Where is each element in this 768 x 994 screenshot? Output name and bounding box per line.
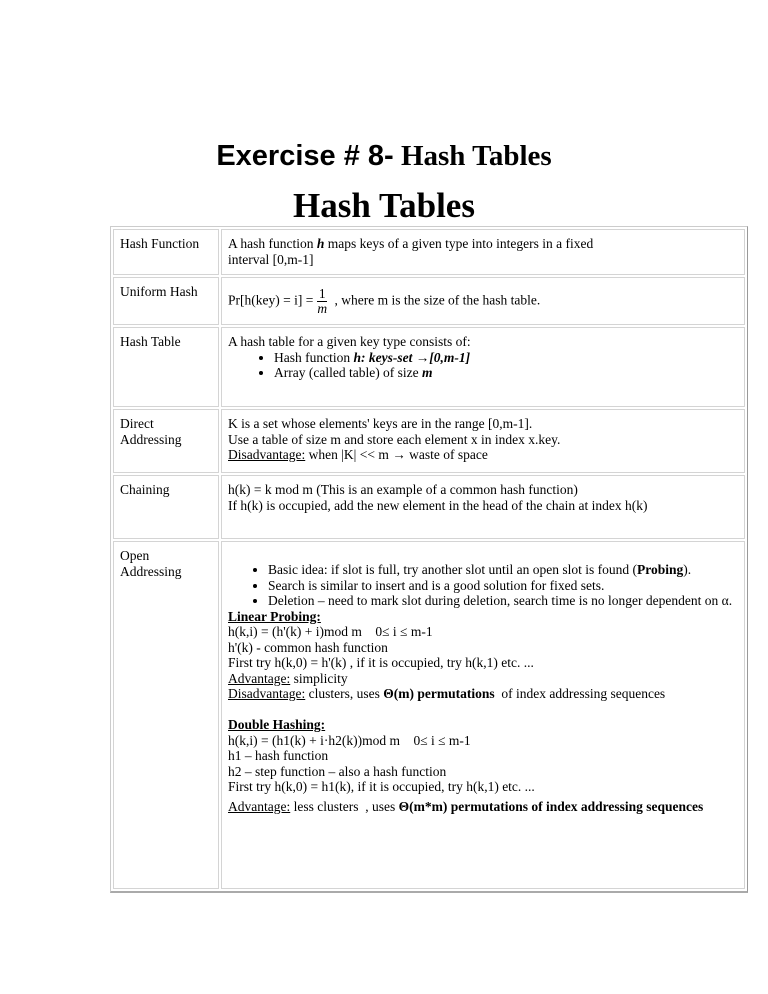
- table-row: [113, 229, 745, 275]
- table-row: [113, 409, 745, 473]
- definitions-table: [110, 226, 748, 893]
- definition: A hash function h maps keys of a given type into integers in a fixed interval [0,m-1]: [221, 229, 745, 275]
- section-heading: Hash Tables: [293, 186, 475, 225]
- bullet-list: • Basic idea: if slot is full, try another slot until an open slot is found (Probing). • Search is similar to insert and is a good solution for fixed sets. • Deletion – need to mark slot during deletion, search time is no longer dependent on α.: [228, 562, 738, 609]
- table-row: [113, 277, 745, 325]
- term: Hash Table: [113, 327, 219, 407]
- bullet-list: • Hash function h: keys-set →[0,m-1] • Array (called table) of size m: [228, 350, 738, 381]
- definition: Pr[h(key) = i] = $\frac{1}{m}$ , where m is the size of the hash table.: [221, 277, 745, 325]
- formula: Pr[h(key) = i] =: [228, 292, 314, 308]
- table-row: [113, 475, 745, 539]
- term: Open Addressing: [113, 541, 219, 889]
- table-row: [113, 541, 745, 889]
- term: Chaining: [113, 475, 219, 539]
- term: Direct Addressing: [113, 409, 219, 473]
- definition: A hash table for a given key type consists of: • Hash function h: keys-set →[0,m-1] • Array (called table) of size m: [221, 327, 745, 407]
- term: Hash Function: [113, 229, 219, 275]
- definition: K is a set whose elements' keys are in the range [0,m-1]. Use a table of size m and store each element x in index x.key. Disadvantage: when |K| << m → waste of space: [221, 409, 745, 473]
- document-title: Exercise # 8- Hash Tables: [216, 140, 552, 172]
- term: Uniform Hash: [113, 277, 219, 325]
- fraction: $\frac{1}{m}$: [317, 285, 328, 316]
- table-row: [113, 327, 745, 407]
- definition: • Basic idea: if slot is full, try another slot until an open slot is found (Probing). • Search is similar to insert and is a good solution for fixed sets. • Deletion – need to mark slot during deletion, search time is no longer dependent on α. Linear Probing: h(k,i) = (h'(k) + i)mod m 0≤ i ≤ m-1 h'(k) - common hash function First try h(k,0) = h'(k) , if it is occupied, try h(k,1) etc. ... Advantage: simplicity Disadvantage: clusters, uses Θ(m) permutations of index addressing sequences Double Hashing: h(k,i) = (h1(k) + i·h2(k))mod m 0≤ i ≤ m-1 h1 – hash function h2 – step function – also a hash function First try h(k,0) = h1(k), if it is occupied, try h(k,1) etc. ... Advantage: less clusters , uses Θ(m*m) permutations of index addressing sequences: [221, 541, 745, 889]
- definition: h(k) = k mod m (This is an example of a common hash function) If h(k) is occupied, add the new element in the head of the chain at index h(k): [221, 475, 745, 539]
